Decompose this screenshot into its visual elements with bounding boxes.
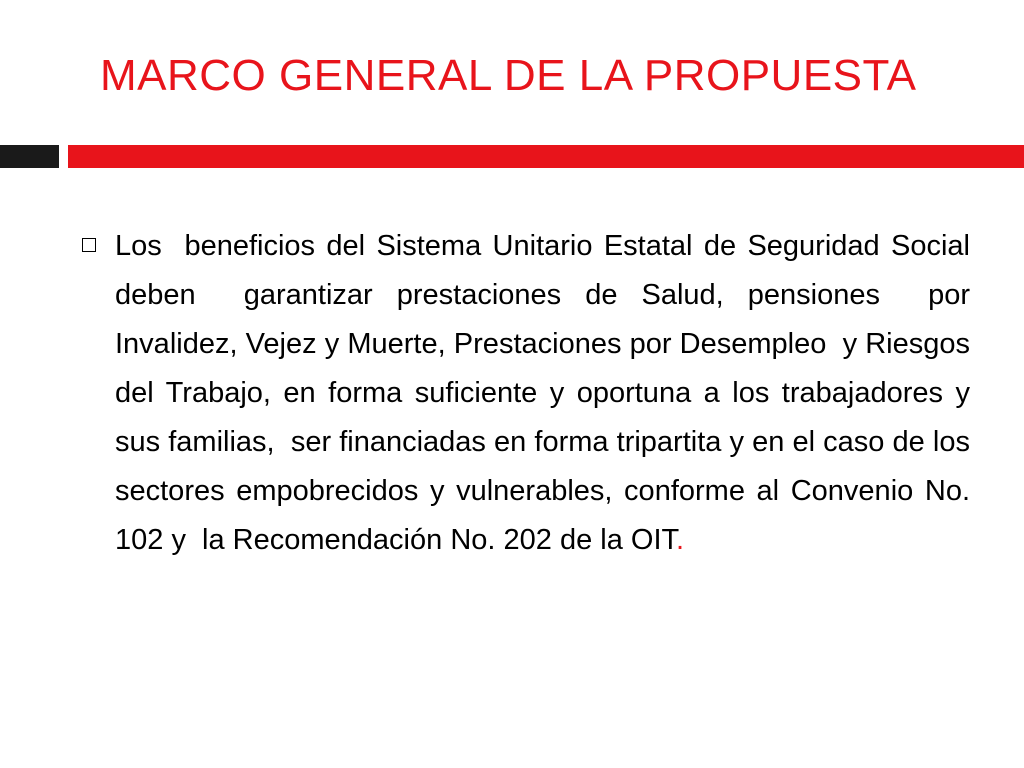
slide-body	[82, 222, 979, 565]
slide-title: MARCO GENERAL DE LA PROPUESTA	[100, 51, 917, 100]
title-divider-dark-bar	[0, 145, 59, 168]
title-divider-red-bar	[68, 145, 1024, 168]
bullet-text	[115, 222, 979, 565]
bullet-item	[82, 222, 979, 565]
bullet-body-text: Los beneficios del Sistema Unitario Estatal de Seguridad Social deben garantizar prestaciones de Salud, pensiones por Invalidez, Vejez y Muerte, Prestaciones por Desempleo y Riesgos del Trabajo, en forma suficiente y oportuna a los trabajadores y sus familias, ser financiadas en forma tripartita y en el caso de los sectores empobrecidos y vulnerables, conforme al Convenio No. 102 y la Recomendación No. 202 de la OIT	[115, 230, 979, 556]
hollow-square-bullet-icon	[82, 238, 96, 252]
bullet-end-mark: .	[676, 524, 685, 556]
